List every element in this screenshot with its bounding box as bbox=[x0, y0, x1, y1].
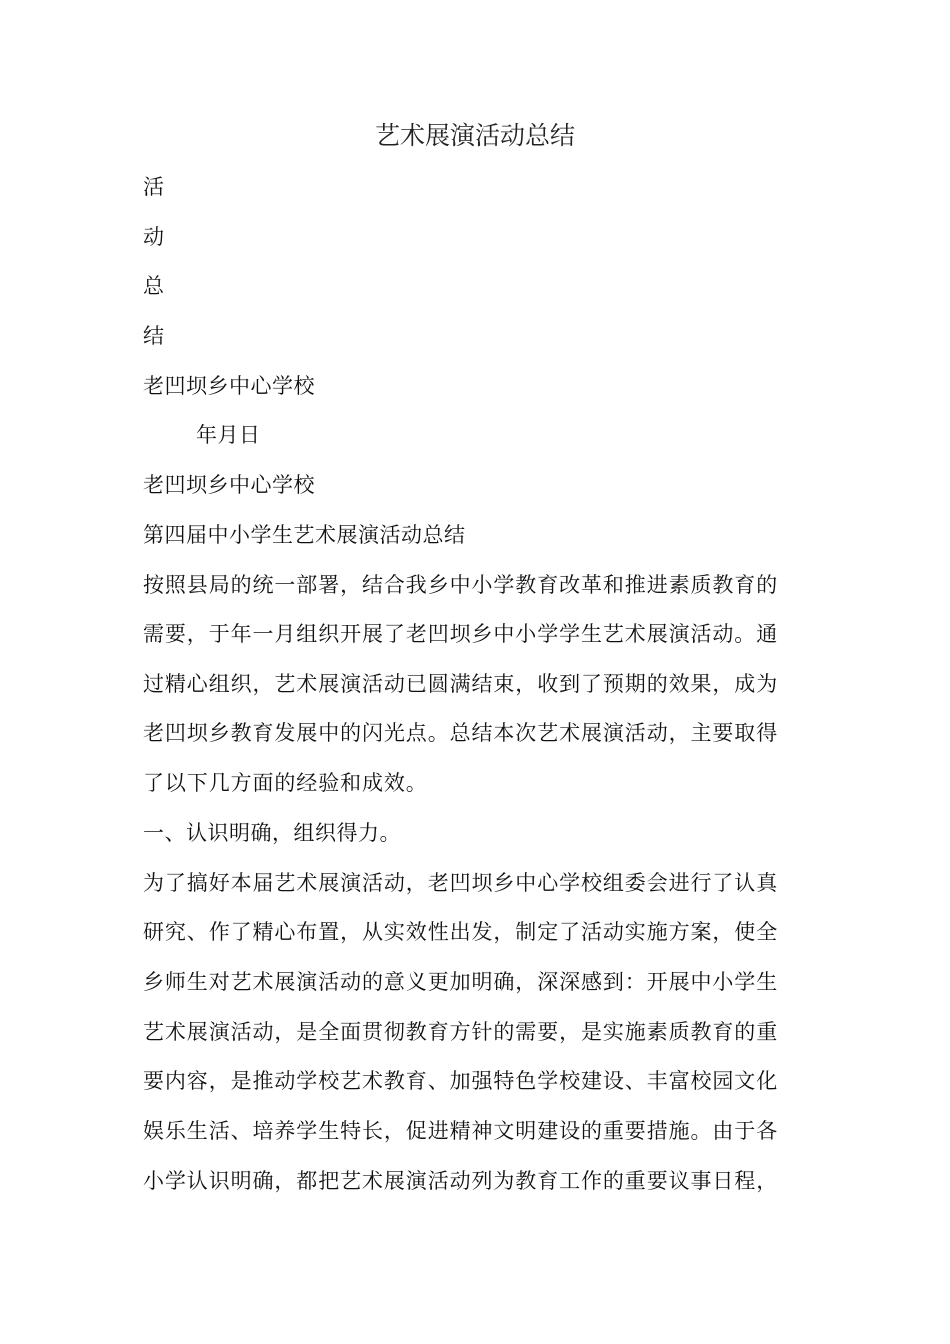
document-heading: 第四届中小学生艺术展演活动总结 bbox=[143, 523, 466, 547]
cover-char-1: 活 bbox=[143, 175, 165, 199]
section-1-title: 一、认识明确，组织得力。 bbox=[143, 821, 401, 845]
document-title: 艺术展演活动总结 bbox=[374, 121, 575, 150]
cover-char-2: 动 bbox=[143, 225, 165, 249]
intro-line: 按照县局的统一部署，结合我乡中小学教育改革和推进素质教育的 bbox=[143, 573, 779, 597]
intro-line: 了以下几方面的经验和成效。 bbox=[143, 771, 428, 795]
section-1-line: 要内容，是推动学校艺术教育、加强特色学校建设、丰富校园文化 bbox=[143, 1069, 779, 1093]
intro-line: 过精心组织，艺术展演活动已圆满结束，收到了预期的效果，成为 bbox=[143, 672, 779, 696]
cover-char-4: 结 bbox=[143, 324, 165, 348]
section-1-line: 娱乐生活、培养学生特长，促进精神文明建设的重要措施。由于各 bbox=[143, 1119, 779, 1143]
cover-char-3: 总 bbox=[143, 274, 165, 298]
section-1-line: 小学认识明确，都把艺术展演活动列为教育工作的重要议事日程， bbox=[143, 1169, 779, 1193]
school-name-repeat: 老凹坝乡中心学校 bbox=[143, 473, 315, 497]
date-line: 年月日 bbox=[196, 423, 261, 447]
school-name: 老凹坝乡中心学校 bbox=[143, 374, 315, 398]
intro-line: 需要，于年一月组织开展了老凹坝乡中小学学生艺术展演活动。通 bbox=[143, 622, 779, 646]
section-1-line: 乡师生对艺术展演活动的意义更加明确，深深感到：开展中小学生 bbox=[143, 970, 779, 994]
section-1-line: 艺术展演活动，是全面贯彻教育方针的需要，是实施素质教育的重 bbox=[143, 1020, 779, 1044]
section-1-line: 为了搞好本届艺术展演活动，老凹坝乡中心学校组委会进行了认真 bbox=[143, 871, 779, 895]
intro-line: 老凹坝乡教育发展中的闪光点。总结本次艺术展演活动，主要取得 bbox=[143, 721, 779, 745]
section-1-line: 研究、作了精心布置，从实效性出发，制定了活动实施方案，使全 bbox=[143, 920, 779, 944]
